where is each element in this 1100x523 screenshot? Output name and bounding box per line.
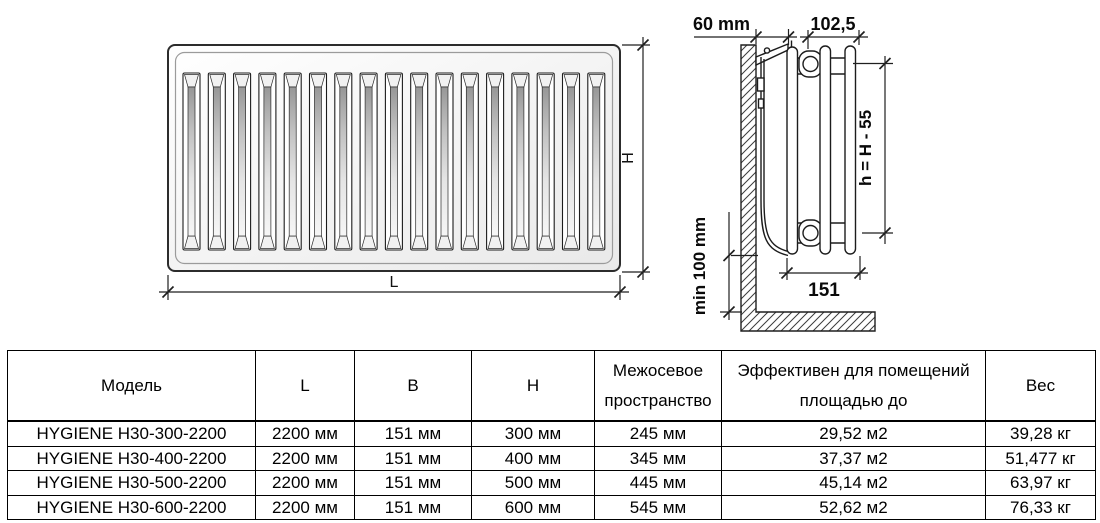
- dimension-axis-height: [853, 56, 893, 244]
- table-cell: HYGIENE H30-300-2200: [8, 421, 256, 446]
- dimension-length-label: L: [389, 274, 399, 291]
- radiator-fin: [284, 73, 301, 250]
- radiator-front-view: [159, 37, 650, 300]
- radiator-side-view: [690, 14, 893, 331]
- table-cell: 29,52 м2: [722, 421, 986, 446]
- column-header: B: [355, 351, 472, 422]
- dimension-axis-height-label: h = H - 55: [856, 109, 875, 187]
- column-header: Вес: [986, 351, 1096, 422]
- radiator-tubes: [787, 41, 856, 255]
- dimension-bottom-width-label: 151: [808, 280, 840, 301]
- table-cell: 445 мм: [595, 471, 722, 496]
- radiator-fin: [461, 73, 478, 250]
- table-cell: 2200 мм: [256, 446, 355, 471]
- table-cell: HYGIENE H30-500-2200: [8, 471, 256, 496]
- table-cell: 500 мм: [472, 471, 595, 496]
- table-cell: 52,62 м2: [722, 495, 986, 520]
- radiator-fin: [335, 73, 352, 250]
- table-cell: 37,37 м2: [722, 446, 986, 471]
- table-cell: 39,28 кг: [986, 421, 1096, 446]
- radiator-fin: [259, 73, 276, 250]
- table-body: [8, 421, 1096, 520]
- dimension-top-depth: [800, 14, 868, 49]
- column-header: H: [472, 351, 595, 422]
- column-header: L: [256, 351, 355, 422]
- spec-table: [7, 350, 1096, 520]
- radiator-fin: [360, 73, 377, 250]
- table-cell: 45,14 м2: [722, 471, 986, 496]
- table-cell: 151 мм: [355, 495, 472, 520]
- dimension-length: [159, 274, 629, 300]
- dimension-height-label: H: [620, 152, 637, 164]
- table-cell: 51,477 кг: [986, 446, 1096, 471]
- table-cell: 151 мм: [355, 446, 472, 471]
- radiator-fin: [512, 73, 529, 250]
- dimension-wall-offset-label: 60 mm: [693, 14, 751, 34]
- radiator-fin: [563, 73, 580, 250]
- column-header: Модель: [8, 351, 256, 422]
- table-cell: 76,33 кг: [986, 495, 1096, 520]
- radiator-fin: [487, 73, 504, 250]
- table-header-row: [8, 351, 1096, 422]
- table-row: [8, 446, 1096, 471]
- table-cell: 300 мм: [472, 421, 595, 446]
- radiator-fins: [183, 73, 605, 250]
- table-cell: 2200 мм: [256, 471, 355, 496]
- dimension-top-depth-label: 102,5: [810, 14, 856, 34]
- radiator-fin: [436, 73, 453, 250]
- table-row: [8, 471, 1096, 496]
- table-cell: 600 мм: [472, 495, 595, 520]
- top-connection-boss: [799, 51, 822, 77]
- table-cell: 2200 мм: [256, 495, 355, 520]
- table-cell: 63,97 кг: [986, 471, 1096, 496]
- dimension-wall-offset: [693, 14, 797, 45]
- bottom-connection-boss: [799, 220, 822, 246]
- column-header: Эффективен для помещений площадью до: [722, 351, 986, 422]
- table-cell: 345 мм: [595, 446, 722, 471]
- radiator-fin: [537, 73, 554, 250]
- table-cell: 151 мм: [355, 471, 472, 496]
- radiator-fin: [183, 73, 200, 250]
- wall-bracket: [756, 44, 788, 256]
- table-cell: 400 мм: [472, 446, 595, 471]
- radiator-fin: [588, 73, 605, 250]
- table-cell: 245 мм: [595, 421, 722, 446]
- table-cell: HYGIENE H30-600-2200: [8, 495, 256, 520]
- table-row: [8, 495, 1096, 520]
- radiator-fin: [385, 73, 402, 250]
- table-cell: 545 мм: [595, 495, 722, 520]
- dimension-height: [620, 37, 650, 280]
- radiator-fin: [208, 73, 225, 250]
- table-cell: 151 мм: [355, 421, 472, 446]
- table-row: [8, 421, 1096, 446]
- table-cell: 2200 мм: [256, 421, 355, 446]
- column-header: Межосевое пространство: [595, 351, 722, 422]
- radiator-fin: [234, 73, 251, 250]
- table-cell: HYGIENE H30-400-2200: [8, 446, 256, 471]
- radiator-fin: [310, 73, 327, 250]
- dimension-bottom-width: [779, 256, 868, 301]
- dimension-floor-clearance-label: min 100 mm: [690, 216, 709, 316]
- radiator-fin: [411, 73, 428, 250]
